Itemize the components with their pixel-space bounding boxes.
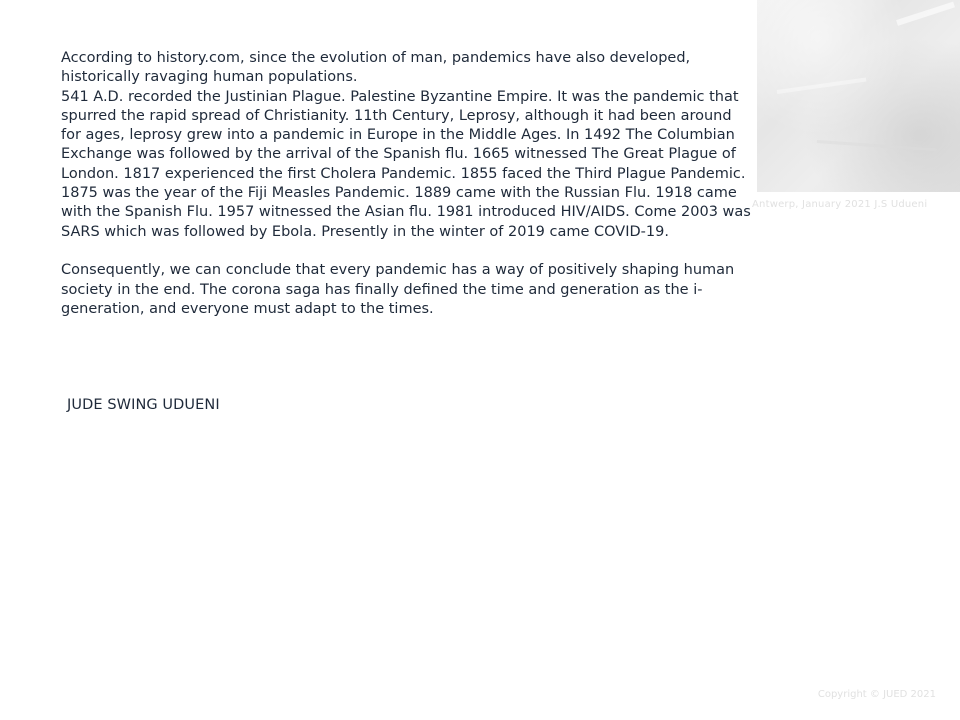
photo-highlight (777, 77, 867, 93)
author-signature: JUDE SWING UDUENI (67, 397, 220, 413)
photo-highlight (817, 140, 937, 151)
photo-highlight (896, 2, 955, 26)
copyright-notice: Copyright © JUED 2021 (817, 689, 936, 700)
header-photo (757, 0, 960, 192)
article-conclusion: Consequently, we can conclude that every pandemic has a way of positively shaping human society in the end. The corona saga has finally defined the time and generation as the i-generation, and everyone must adapt to the times. (61, 262, 735, 317)
paragraph-spacer (61, 242, 751, 261)
article-history: 541 A.D. recorded the Justinian Plague. Palestine Byzantine Empire. It was the pandemic that spurred the rapid spread of Christianity. 11th Century, Leprosy, although it had been around for ages, leprosy grew into a pandemic in Europe in the Middle Ages. In 1492 The Columbian Exchange was followed by the arrival of the Spanish flu. 1665 witnessed The Great Plague of London. 1817 experienced the first Cholera Pandemic. 1855 faced the Third Plague Pandemic. 1875 was the year of the Fiji Measles Pandemic. 1889 came with the Russian Flu. 1918 came with the Spanish Flu. 1957 witnessed the Asian flu. 1981 introduced HIV/AIDS. Come 2003 was SARS which was followed by Ebola. Presently in the winter of 2019 came COVID-19. (61, 88, 751, 240)
article-intro: According to history.com, since the evolution of man, pandemics have also developed, historically ravaging human populations. (61, 50, 691, 86)
photo-caption: Antwerp, January 2021 J.S Udueni (752, 199, 928, 210)
article-body (61, 49, 751, 319)
